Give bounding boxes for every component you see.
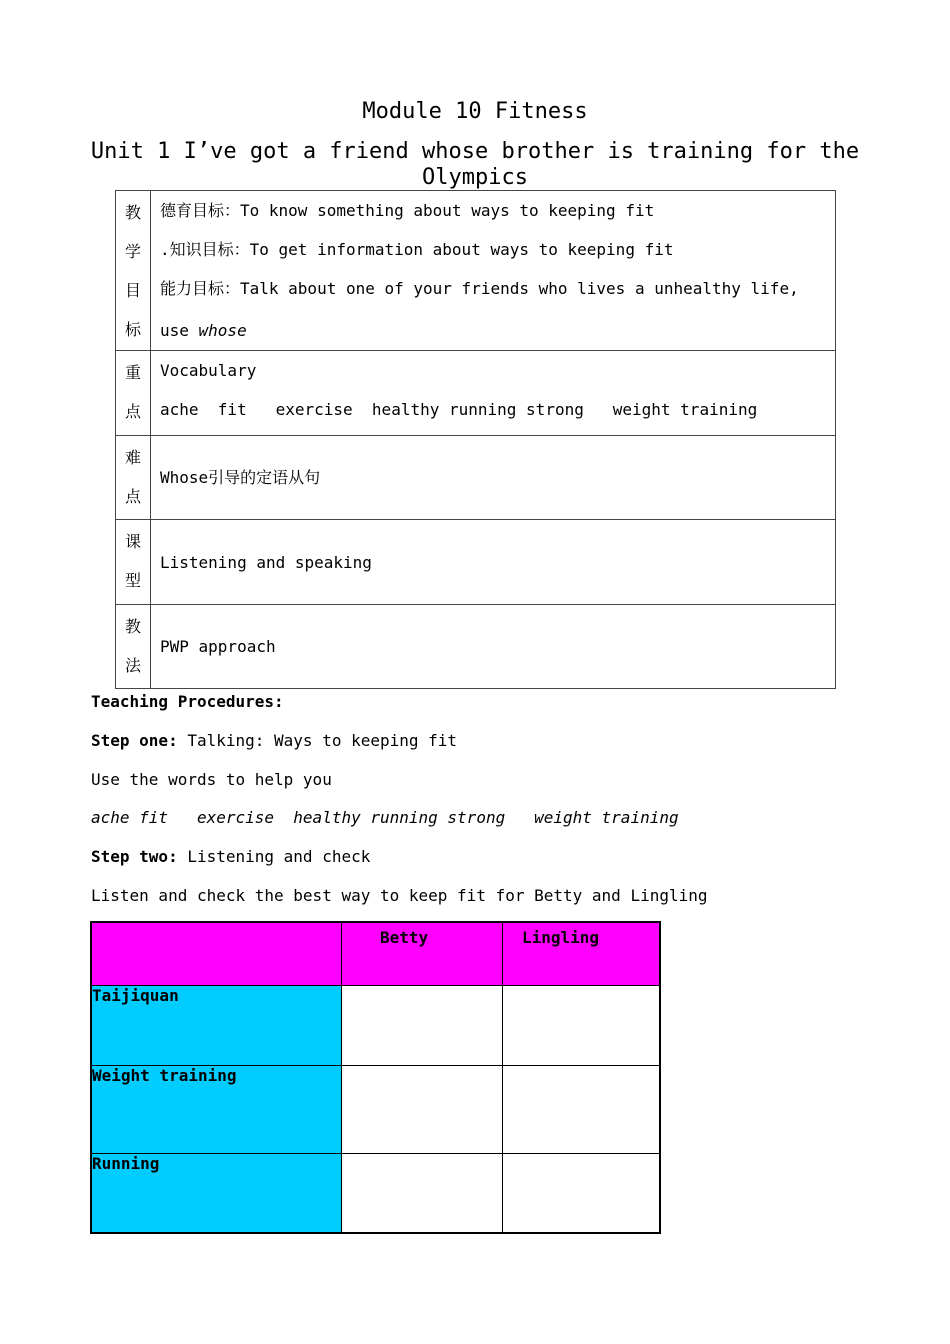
lesson-type-text: Listening and speaking: [160, 552, 372, 572]
key-points-row: [116, 351, 836, 436]
check-cell[interactable]: [503, 985, 660, 1065]
method-text: PWP approach: [160, 637, 276, 656]
label-char: 教: [124, 203, 141, 222]
key-points-content: [151, 351, 836, 436]
label-char: 点: [124, 402, 141, 421]
ability-objective-cont: [160, 311, 835, 350]
step-one: [91, 731, 457, 750]
use-text: use: [160, 321, 199, 340]
objectives-row: [116, 191, 836, 351]
module-title: Module 10 Fitness: [362, 99, 588, 124]
check-cell[interactable]: [503, 1065, 660, 1153]
label-char: 型: [124, 571, 141, 590]
check-header-row: [91, 922, 660, 985]
label-char: 法: [124, 656, 141, 675]
row-label-weight-training: Weight training: [91, 1065, 342, 1153]
lesson-type-row: [116, 520, 836, 605]
check-cell[interactable]: [503, 1153, 660, 1233]
row-label-taijiquan: Taijiquan: [91, 985, 342, 1065]
lesson-type-label: [116, 520, 151, 605]
row-label-running: Running: [91, 1153, 342, 1233]
step-two-note: Listen and check the best way to keep fit for Betty and Lingling: [91, 886, 708, 905]
label-char: 课: [124, 532, 141, 551]
label-char: 难: [124, 448, 141, 467]
objectives-content: [151, 191, 836, 351]
method-label: [116, 605, 151, 689]
objectives-label: [116, 191, 151, 351]
label-char: 目: [124, 281, 141, 300]
step-one-label: Step one:: [91, 731, 178, 750]
step-two-text: Listening and check: [177, 847, 371, 866]
difficult-points-label: [116, 436, 151, 520]
label-char: 重: [124, 363, 141, 382]
moral-objective: 德育目标：To know something about ways to keeping fit: [160, 201, 655, 220]
header-empty-cell: [91, 922, 342, 985]
lesson-plan-table: [115, 190, 836, 689]
check-cell[interactable]: [342, 1153, 503, 1233]
check-row: [91, 1065, 660, 1153]
check-row: [91, 1153, 660, 1233]
check-cell[interactable]: [342, 985, 503, 1065]
check-row: [91, 985, 660, 1065]
method-row: [116, 605, 836, 689]
vocabulary-heading: Vocabulary: [160, 361, 257, 380]
header-lingling: Lingling: [503, 922, 660, 985]
check-table: [90, 921, 661, 1234]
difficult-points-content: [151, 436, 836, 520]
header-betty: Betty: [342, 922, 503, 985]
label-char: 点: [124, 487, 141, 506]
difficult-points-text: Whose引导的定语从句: [160, 468, 321, 487]
ability-objective: 能力目标：Talk about one of your friends who lives a unhealthy life,: [160, 279, 799, 298]
step-one-note: Use the words to help you: [91, 770, 332, 789]
method-content: [151, 605, 836, 689]
label-char: 教: [124, 617, 141, 636]
step-two: [91, 847, 370, 866]
whose-italic: whose: [198, 321, 247, 340]
knowledge-objective: .知识目标：To get information about ways to keeping fit: [160, 240, 674, 259]
difficult-points-row: [116, 436, 836, 520]
check-cell[interactable]: [342, 1065, 503, 1153]
step-two-label: Step two:: [91, 847, 178, 866]
label-char: 学: [124, 242, 141, 261]
lesson-type-content: [151, 520, 836, 605]
step-one-text: Talking: Ways to keeping fit: [177, 731, 458, 750]
unit-title: Unit 1 I’ve got a friend whose brother is training for the Olympics: [90, 139, 860, 190]
vocabulary-words: ache fit exercise healthy running strong weight training: [160, 400, 758, 419]
procedures-heading: Teaching Procedures:: [91, 692, 284, 711]
word-list: ache fit exercise healthy running strong weight training: [91, 808, 679, 827]
key-points-label: [116, 351, 151, 436]
label-char: 标: [124, 320, 141, 339]
